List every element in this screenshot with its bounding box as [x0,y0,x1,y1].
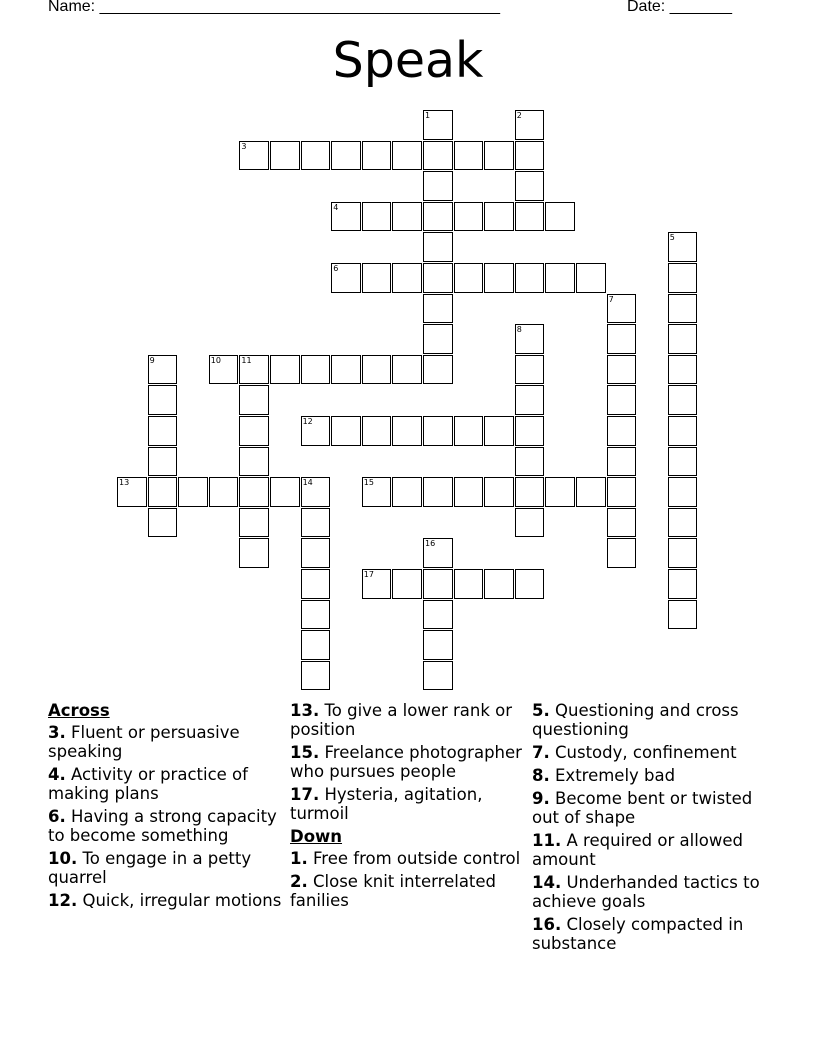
clue-down-8: 8. Extremely bad [532,766,676,785]
grid-cell[interactable] [362,477,392,507]
grid-cell[interactable] [668,416,698,446]
grid-cell[interactable] [607,355,637,385]
clue-number: 10 [210,355,221,365]
grid-cell[interactable] [515,508,545,538]
clue-number: 14 [302,478,313,488]
grid-cell[interactable] [515,141,545,171]
grid-cell[interactable] [423,630,453,660]
grid-cell[interactable] [454,141,484,171]
clue-across-15: 15. Freelance photographer who pursues people [290,743,522,781]
grid-cell[interactable] [178,477,208,507]
grid-cell[interactable] [668,538,698,568]
grid-cell[interactable] [454,416,484,446]
clue-number: 8 [516,325,522,335]
grid-cell[interactable] [239,477,269,507]
clue-across-10: 10. To engage in a petty quarrel [48,849,252,887]
grid-cell[interactable] [607,324,637,354]
grid-cell[interactable] [270,141,300,171]
grid-cell[interactable] [117,477,147,507]
grid-cell[interactable] [423,110,453,140]
grid-cell[interactable] [301,600,331,630]
clue-across-17: 17. Hysteria, agitation, turmoil [290,785,483,823]
grid-cell[interactable] [423,294,453,324]
clue-column-3 [532,701,772,957]
grid-cell[interactable] [239,508,269,538]
across-heading: Across [48,701,110,720]
grid-cell[interactable] [239,385,269,415]
grid-cell[interactable] [515,416,545,446]
grid-cell[interactable] [148,508,178,538]
grid-cell[interactable] [362,202,392,232]
grid-cell[interactable] [515,569,545,599]
grid-cell[interactable] [423,569,453,599]
grid-cell[interactable] [454,202,484,232]
grid-cell[interactable] [362,141,392,171]
grid-cell[interactable] [668,385,698,415]
grid-cell[interactable] [515,447,545,477]
grid-cell[interactable] [423,324,453,354]
clue-across-4: 4. Activity or practice of making plans [48,765,248,803]
grid-cell[interactable] [392,569,422,599]
grid-cell[interactable] [484,202,514,232]
grid-cell[interactable] [148,385,178,415]
grid-cell[interactable] [331,202,361,232]
grid-cell[interactable] [454,263,484,293]
grid-cell[interactable] [423,263,453,293]
clue-number: 4 [333,202,339,212]
grid-cell[interactable] [668,355,698,385]
clue-down-14: 14. Underhanded tactics to achieve goals [532,873,760,911]
clue-number: 16 [425,539,436,549]
grid-cell[interactable] [301,508,331,538]
grid-cell[interactable] [515,385,545,415]
grid-cell[interactable] [484,477,514,507]
grid-cell[interactable] [607,294,637,324]
grid-cell[interactable] [423,171,453,201]
grid-cell[interactable] [209,477,239,507]
clue-number: 5 [669,233,675,243]
clue-number: 3 [241,141,247,151]
grid-cell[interactable] [362,355,392,385]
grid-cell[interactable] [423,202,453,232]
grid-cell[interactable] [668,232,698,262]
grid-cell[interactable] [331,355,361,385]
grid-cell[interactable] [515,355,545,385]
grid-cell[interactable] [392,355,422,385]
grid-cell[interactable] [668,477,698,507]
clue-down-16: 16. Closely compacted in substance [532,915,744,953]
grid-cell[interactable] [454,477,484,507]
grid-cell[interactable] [668,324,698,354]
clue-number: 11 [241,355,252,365]
grid-cell[interactable] [301,661,331,691]
grid-cell[interactable] [301,569,331,599]
grid-cell[interactable] [148,477,178,507]
grid-cell[interactable] [423,477,453,507]
grid-cell[interactable] [484,569,514,599]
clue-number: 17 [363,570,374,579]
clue-column-2 [290,701,530,914]
grid-cell[interactable] [607,538,637,568]
grid-cell[interactable] [148,416,178,446]
clue-number: 6 [333,264,339,273]
clue-across-3: 3. Fluent or persuasive speaking [48,723,240,761]
grid-cell[interactable] [270,477,300,507]
grid-cell[interactable] [239,416,269,446]
clue-number: 1 [425,111,431,120]
grid-cell[interactable] [423,355,453,385]
clue-down-7: 7. Custody, confinement [532,743,737,762]
grid-cell[interactable] [607,477,637,507]
grid-cell[interactable] [301,355,331,385]
grid-cell[interactable] [423,538,453,568]
grid-cell[interactable] [392,263,422,293]
clue-across-6: 6. Having a strong capacity to become something [48,807,277,845]
grid-cell[interactable] [515,324,545,354]
grid-cell[interactable] [484,263,514,293]
grid-cell[interactable] [515,477,545,507]
clue-number: 15 [363,478,374,488]
grid-cell[interactable] [607,416,637,446]
grid-cell[interactable] [668,294,698,324]
grid-cell[interactable] [545,263,575,293]
grid-cell[interactable] [270,355,300,385]
grid-cell[interactable] [392,416,422,446]
grid-cell[interactable] [392,141,422,171]
name-field-label[interactable]: Name: _____________________________________________ [48,0,500,15]
grid-cell[interactable] [239,538,269,568]
grid-cell[interactable] [392,477,422,507]
grid-cell[interactable] [668,447,698,477]
grid-cell[interactable] [484,141,514,171]
grid-cell[interactable] [515,171,545,201]
clue-down-9: 9. Become bent or twisted out of shape [532,789,753,827]
grid-cell[interactable] [239,447,269,477]
grid-cell[interactable] [668,600,698,630]
grid-cell[interactable] [148,447,178,477]
grid-cell[interactable] [515,263,545,293]
grid-cell[interactable] [331,263,361,293]
grid-cell[interactable] [545,202,575,232]
puzzle-title: Speak [332,32,484,89]
grid-cell[interactable] [423,232,453,262]
grid-cell[interactable] [331,416,361,446]
grid-cell[interactable] [515,110,545,140]
grid-cell[interactable] [301,630,331,660]
grid-cell[interactable] [423,416,453,446]
grid-cell[interactable] [515,202,545,232]
grid-cell[interactable] [209,355,239,385]
grid-cell[interactable] [576,263,606,293]
grid-cell[interactable] [576,477,606,507]
grid-cell[interactable] [148,355,178,385]
clue-number: 7 [608,294,614,304]
grid-cell[interactable] [423,141,453,171]
clue-number: 9 [149,355,155,365]
clue-number: 12 [302,417,313,426]
grid-cell[interactable] [239,141,269,171]
grid-cell[interactable] [423,600,453,630]
clue-across-13: 13. To give a lower rank or position [290,701,513,739]
grid-cell[interactable] [607,447,637,477]
clue-down-11: 11. A required or allowed amount [532,831,744,869]
clue-down-1: 1. Free from outside control [290,849,521,868]
grid-cell[interactable] [607,385,637,415]
grid-cell[interactable] [668,569,698,599]
grid-cell[interactable] [607,508,637,538]
clue-number: 2 [516,111,522,120]
grid-cell[interactable] [668,508,698,538]
date-field-label[interactable]: Date: _______ [627,0,732,15]
grid-cell[interactable] [301,416,331,446]
grid-cell[interactable] [423,661,453,691]
grid-cell[interactable] [362,569,392,599]
clue-down-2: 2. Close knit interrelated fanilies [290,872,497,910]
grid-cell[interactable] [301,477,331,507]
grid-cell[interactable] [239,355,269,385]
grid-cell[interactable] [484,416,514,446]
clue-across-12: 12. Quick, irregular motions [48,891,282,910]
clue-column-1 [48,701,288,914]
grid-cell[interactable] [454,569,484,599]
grid-cell[interactable] [362,263,392,293]
grid-cell[interactable] [545,477,575,507]
grid-cell[interactable] [331,141,361,171]
clue-number: 13 [119,478,130,488]
grid-cell[interactable] [362,416,392,446]
down-heading: Down [290,827,343,846]
grid-cell[interactable] [301,538,331,568]
clue-down-5: 5. Questioning and cross questioning [532,701,739,739]
grid-cell[interactable] [392,202,422,232]
grid-cell[interactable] [301,141,331,171]
grid-cell[interactable] [668,263,698,293]
